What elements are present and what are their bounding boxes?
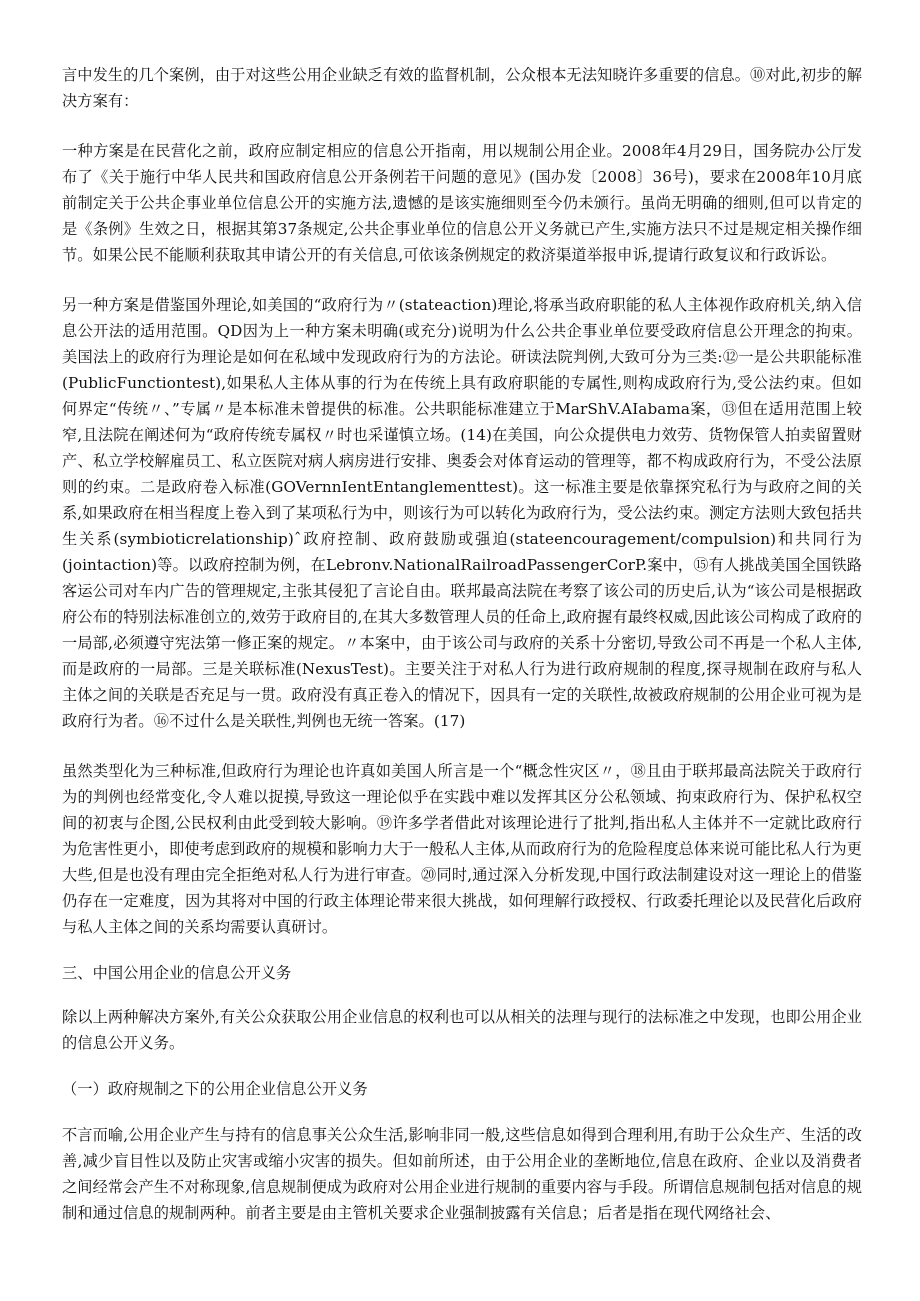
paragraph-information-regulation: 不言而喻,公用企业产生与持有的信息事关公众生活,影响非同一般,这些信息如得到合理利用,有助于公众生产、生活的改善,减少盲目性以及防止灾害或缩小灾害的损失。但如前所述，由于公用企业的垄断地位,信息在政府、企业以及消费者之间经常会产生不对称现象,信息规制便成为政府对公用企业进行规制的重要内容与手段。所谓信息规制包括对信息的规制和通过信息的规制两种。前者主要是由主管机关要求企业强制披露有关信息；后者是指在现代网络社会、 [62, 1126, 862, 1222]
paragraph-theory-critique: 虽然类型化为三种标准,但政府行为理论也许真如美国人所言是一个“概念性灾区〃，⑱且由于联邦最高法院关于政府行为的判例也经常变化,令人难以捉摸,导致这一理论似乎在实践中难以发挥其区分公私领域、拘束政府行为、保护私权空间的初衷与企图,公民权利由此受到较大影响。⑲许多学者借此对该理论进行了批判,指出私人主体并不一定就比政府行为危害性更小，即使考虑到政府的规模和影响力大于一般私人主体,从而政府行为的危险程度总体来说可能比私人行为更大些,但是也没有理由完全拒绝对私人行为进行审查。⑳同时,通过深入分析发现,中国行政法制建设对这一理论上的借鉴仍存在一定难度，因为其将对中国的行政主体理论带来很大挑战，如何理解行政授权、行政委托理论以及民营化后政府与私人主体之间的关系均需要认真研讨。 [62, 762, 862, 936]
subsection-heading-one: （一）政府规制之下的公用企业信息公开义务 [62, 1080, 368, 1098]
document-page [62, 62, 862, 1226]
section-heading-three: 三、中国公用企业的信息公开义务 [62, 964, 292, 982]
paragraph-second-solution: 另一种方案是借鉴国外理论,如美国的“政府行为〃(stateaction)理论,将承当政府职能的私人主体视作政府机关,纳入信息公开法的适用范围。QD因为上一种方案未明确(或充分)说明为什么公共企事业单位要受政府信息公开理念的拘束。美国法上的政府行为理论是如何在私域中发现政府行为的方法论。研读法院判例,大致可分为三类:⑫一是公共职能标准(PublicFunctiontest),如果私人主体从事的行为在传统上具有政府职能的专属性,则构成政府行为,受公法约束。但如何界定“传统〃、”专属〃是本标准未曾提供的标准。公共职能标准建立于MarShV.AIabama案，⑬但在适用范围上较窄,且法院在阐述何为“政府传统专属权〃时也采谨慎立场。(14)在美国，向公众提供电力效劳、货物保管人拍卖留置财产、私立学校解雇员工、私立医院对病人病房进行安排、奥委会对体育运动的管理等，都不构成政府行为，不受公法原则的约束。二是政府卷入标准(GOVernnIentEntanglementtest)。这一标准主要是依靠探究私行为与政府之间的关系,如果政府在相当程度上卷入到了某项私行为中，则该行为可以转化为政府行为，受公法约束。测定方法则大致包括共生关系(symbioticrelationship)ˆ政府控制、政府鼓励或强迫(stateencouragement/compulsion)和共同行为(jointaction)等。以政府控制为例，在Lebronv.NationalRailroadPassengerCorP.案中，⑮有人挑战美国全国铁路客运公司对车内广告的管理规定,主张其侵犯了言论自由。联邦最高法院在考察了该公司的历史后,认为“该公司是根据政府公布的特别法标准创立的,效劳于政府目的,在其大多数管理人员的任命上,政府握有最终权威,因此该公司构成了政府的一局部,必须遵守宪法第一修正案的规定。〃本案中，由于该公司与政府的关系十分密切,导致公司不再是一个私人主体,而是政府的一局部。三是关联标准(NexusTest)。主要关注于对私人行为进行政府规制的程度,探寻规制在政府与私人主体之间的关联是否充足与一贯。政府没有真正卷入的情况下，因具有一定的关联性,故被政府规制的公用企业可视为是政府行为者。⑯不过什么是关联性,判例也无统一答案。(17) [62, 296, 862, 730]
paragraph-case-intro: 言中发生的几个案例，由于对这些公用企业缺乏有效的监督机制，公众根本无法知晓许多重要的信息。⑩对此,初步的解决方案有： [62, 66, 862, 110]
paragraph-first-solution: 一种方案是在民营化之前，政府应制定相应的信息公开指南，用以规制公用企业。2008年4月29日，国务院办公厅发布了《关于施行中华人民共和国政府信息公开条例若干问题的意见》(国办发〔2008〕36号)，要求在2008年10月底前制定关于公共企事业单位信息公开的实施方法,遗憾的是该实施细则至今仍未颁行。虽尚无明确的细则,但可以肯定的是《条例》生效之日，根据其第37条规定,公共企事业单位的信息公开义务就已产生,实施方法只不过是规定相关操作细节。如果公民不能顺利获取其申请公开的有关信息,可依该条例规定的救济渠道举报申诉,提请行政复议和行政诉讼。 [62, 142, 862, 264]
paragraph-disclosure-duty: 除以上两种解决方案外,有关公众获取公用企业信息的权利也可以从相关的法理与现行的法标准之中发现，也即公用企业的信息公开义务。 [62, 1008, 862, 1052]
